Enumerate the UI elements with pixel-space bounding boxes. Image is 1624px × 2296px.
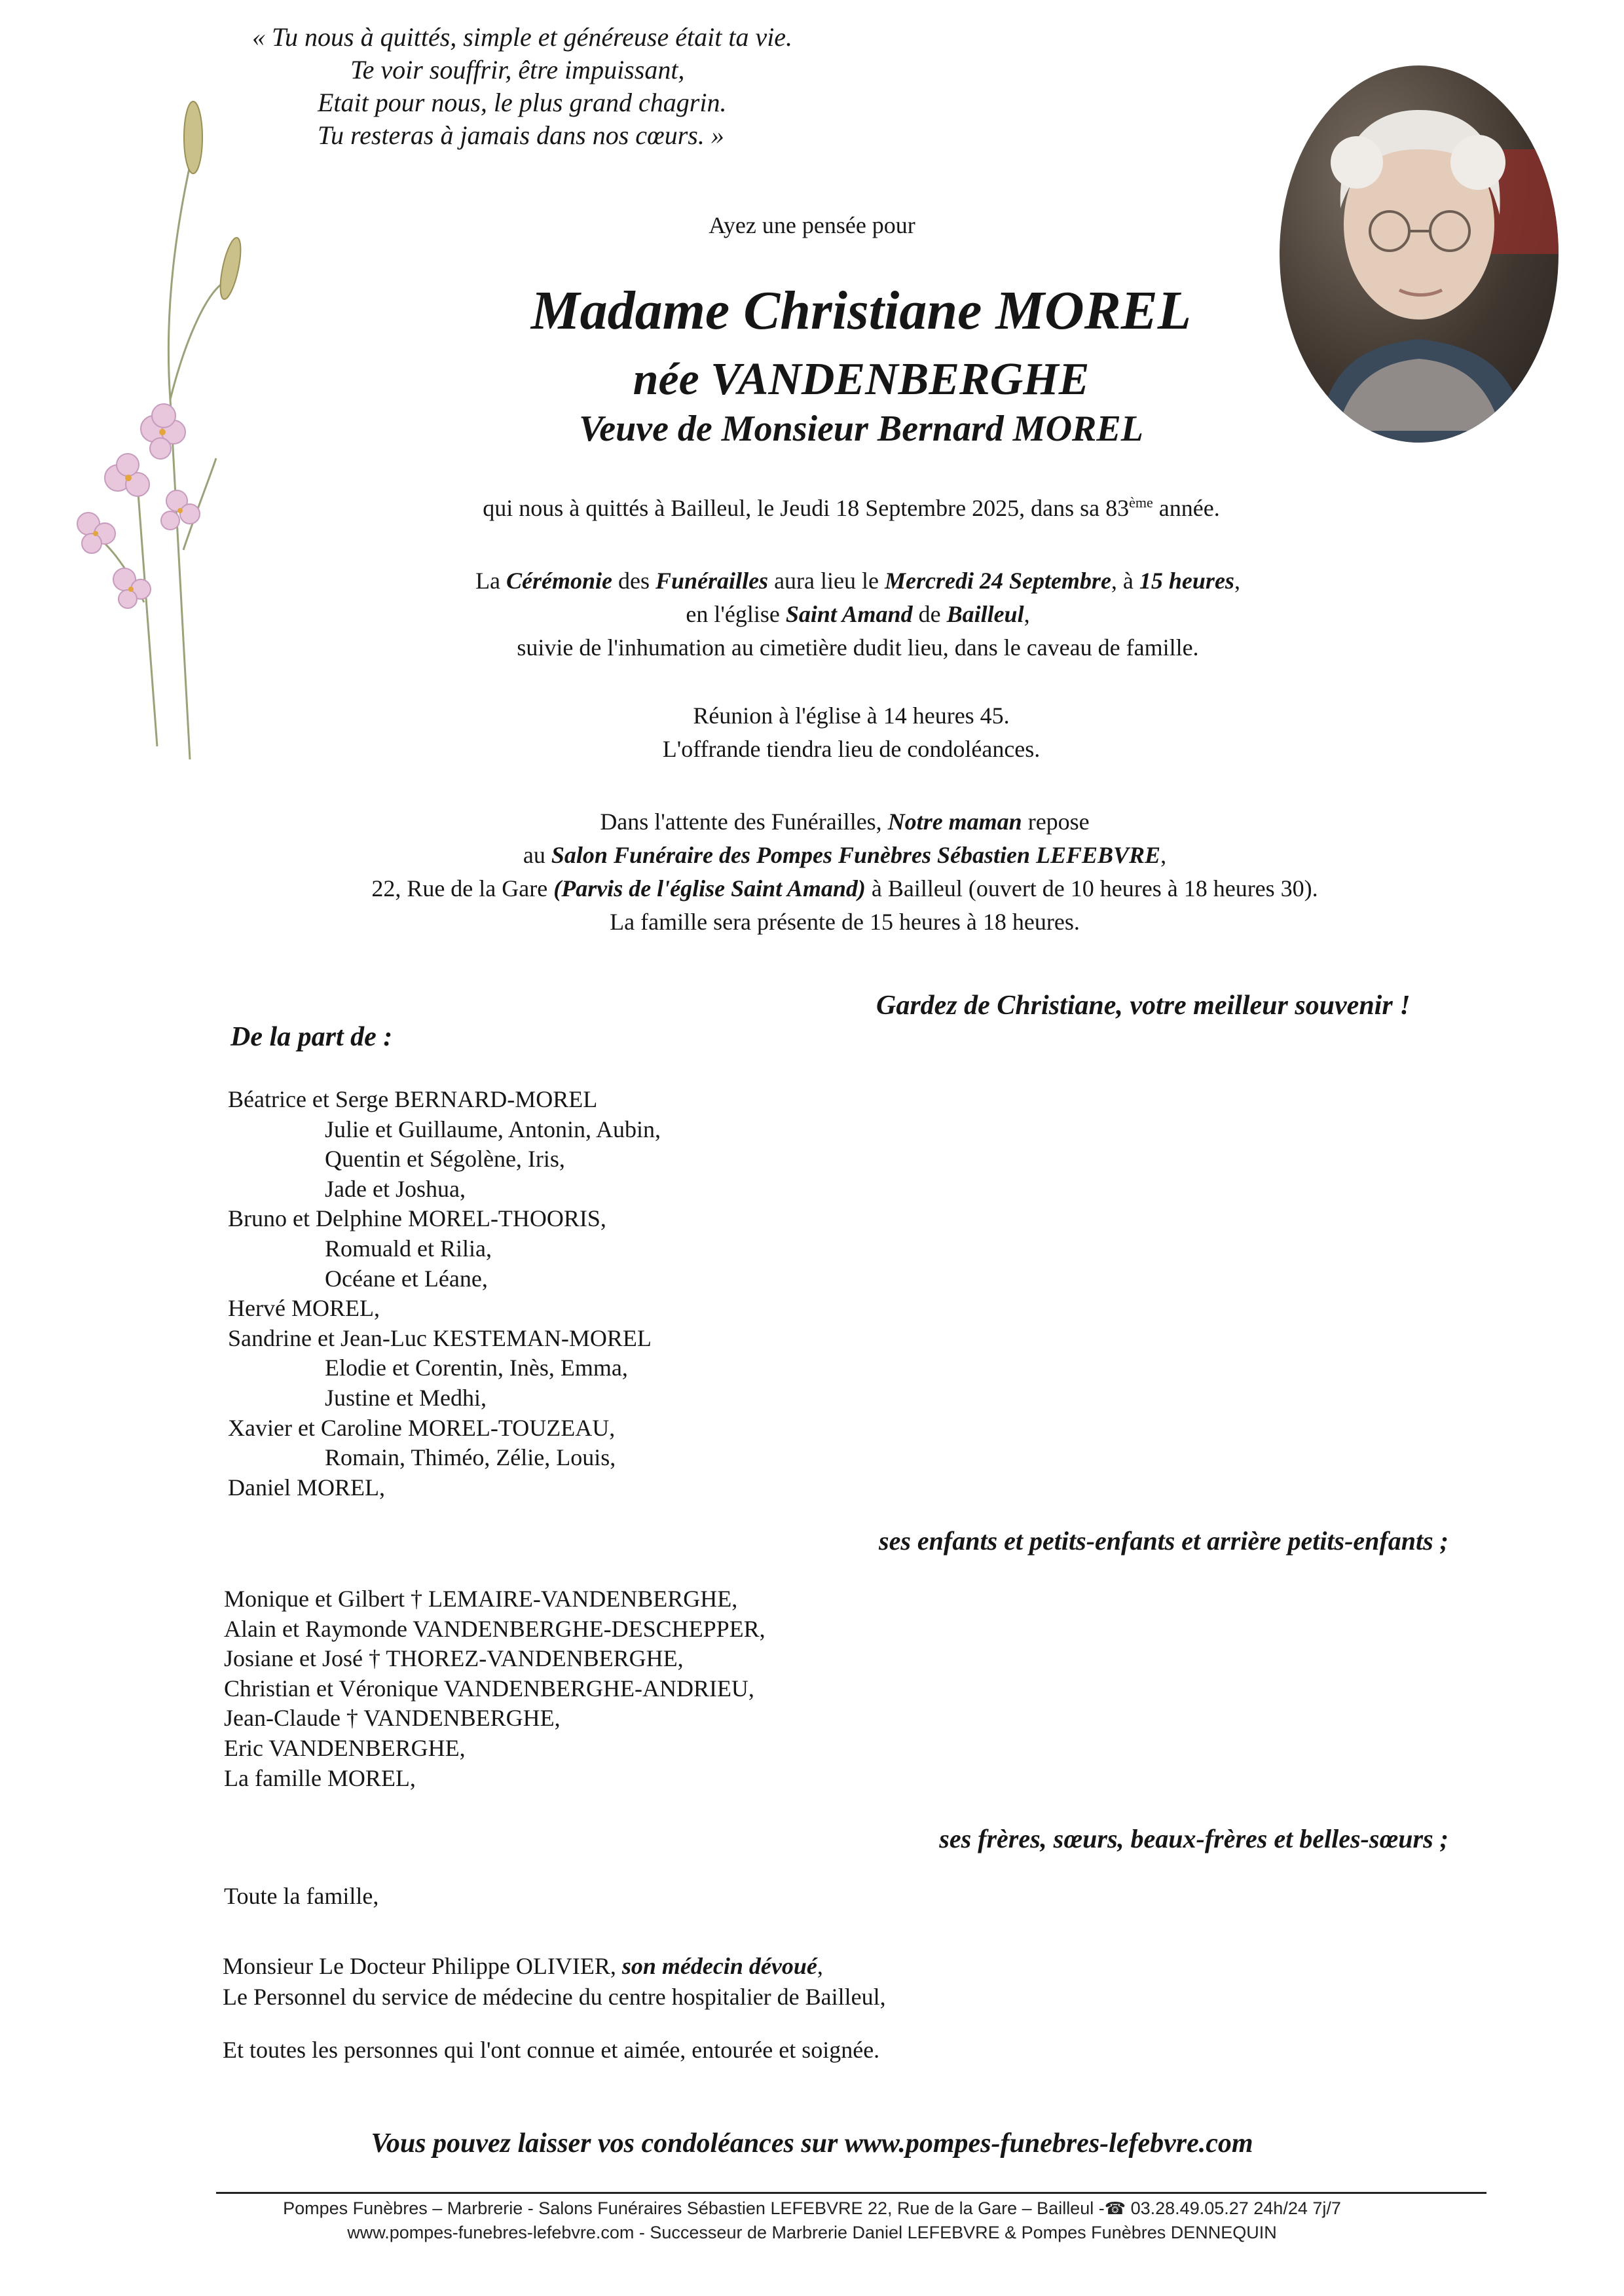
list-item: Jade et Joshua, <box>325 1175 466 1202</box>
poem <box>242 21 792 152</box>
telephone-icon: ☎ <box>1104 2198 1126 2218</box>
maiden-name: née VANDENBERGHE <box>633 354 1090 405</box>
text: repose <box>1022 809 1090 835</box>
text: en l'église <box>686 601 786 627</box>
list-item: Monique et Gilbert † LEMAIRE-VANDENBERGHE, <box>224 1586 738 1612</box>
list-item: Hervé MOREL, <box>228 1295 380 1322</box>
list-item: Elodie et Corentin, Inès, Emma, <box>325 1355 628 1381</box>
footer-divider <box>216 2192 1486 2194</box>
list-item: Julie et Guillaume, Antonin, Aubin, <box>325 1116 661 1142</box>
poem-line-3: Etait pour nous, le plus grand chagrin. <box>318 88 727 117</box>
meeting-line-2: L'offrande tiendra lieu de condoléances. <box>662 736 1041 762</box>
rest-line-1 <box>196 805 1493 839</box>
text: au <box>523 842 551 868</box>
list-item: Justine et Medhi, <box>325 1384 487 1411</box>
ceremony-line-1 <box>327 564 1388 598</box>
doctor-line-1 <box>223 1951 886 1982</box>
whole-family: Toute la famille, <box>224 1883 379 1909</box>
text-emphasis: Cérémonie <box>506 568 613 594</box>
de-la-part-heading: De la part de : <box>231 1022 393 1052</box>
rest-block <box>196 805 1493 939</box>
list-item: Eric VANDENBERGHE, <box>224 1734 466 1761</box>
text-emphasis: son médecin dévoué <box>621 1953 817 1979</box>
flower-decoration <box>52 92 249 759</box>
poem-line-1: « Tu nous à quittés, simple et généreuse était ta vie. <box>252 22 793 52</box>
passing-superscript: ème <box>1129 494 1153 511</box>
text: , <box>1024 601 1030 627</box>
text: , <box>817 1953 823 1979</box>
list-item: Alain et Raymonde VANDENBERGHE-DESCHEPPER, <box>224 1615 766 1642</box>
widow-of: Veuve de Monsieur Bernard MOREL <box>579 409 1143 449</box>
deceased-name: Madame Christiane MOREL <box>530 280 1192 341</box>
text-emphasis: Salon Funéraire des Pompes Funèbres Sébastien LEFEBVRE <box>551 842 1161 868</box>
footer <box>196 2196 1428 2245</box>
list-item: Daniel MOREL, <box>228 1474 385 1501</box>
list-item: Sandrine et Jean-Luc KESTEMAN-MOREL <box>228 1324 652 1351</box>
souvenir-heading: Gardez de Christiane, votre meilleur souvenir ! <box>876 991 1411 1021</box>
condolences-website: Vous pouvez laisser vos condoléances sur www.pompes-funebres-lefebvre.com <box>371 2128 1253 2159</box>
text: de <box>912 601 947 627</box>
list-item: Quentin et Ségolène, Iris, <box>325 1146 565 1173</box>
text: Monsieur Le Docteur Philippe OLIVIER, <box>223 1953 622 1979</box>
footer-address: Pompes Funèbres – Marbrerie - Salons Funéraires Sébastien LEFEBVRE 22, Rue de la Gare – Bailleul - <box>283 2198 1105 2218</box>
list-item: Béatrice et Serge BERNARD-MOREL <box>228 1086 598 1112</box>
passing-end: année. <box>1153 495 1220 521</box>
list-item: Christian et Véronique VANDENBERGHE-ANDRIEU, <box>224 1675 754 1702</box>
text-emphasis: (Parvis de l'église Saint Amand) <box>553 875 866 902</box>
all-persons: Et toutes les personnes qui l'ont connue et aimée, entourée et soignée. <box>223 2037 880 2063</box>
poem-line-4: Tu resteras à jamais dans nos cœurs. » <box>318 120 724 150</box>
list-item: Océane et Léane, <box>325 1265 488 1292</box>
list-item: Bruno et Delphine MOREL-THOORIS, <box>228 1205 606 1232</box>
text: La <box>475 568 507 594</box>
portrait-photo <box>1278 64 1560 444</box>
doctor-block <box>223 1951 886 2013</box>
children-relation: ses enfants et petits-enfants et arrière petits-enfants ; <box>879 1526 1449 1556</box>
text: à Bailleul (ouvert de 10 heures à 18 heures 30). <box>865 875 1318 902</box>
footer-phone: 03.28.49.05.27 24h/24 7j/7 <box>1126 2198 1341 2218</box>
ceremony-line-3: suivie de l'inhumation au cimetière dudit lieu, dans le caveau de famille. <box>517 634 1199 661</box>
list-item: Jean-Claude † VANDENBERGHE, <box>224 1705 561 1732</box>
text-emphasis: Funérailles <box>655 568 769 594</box>
text: , <box>1160 842 1167 868</box>
siblings-relation: ses frères, sœurs, beaux-frères et belles-sœurs ; <box>939 1824 1449 1853</box>
text-emphasis: Mercredi 24 Septembre <box>884 568 1111 594</box>
text: aura lieu le <box>768 568 885 594</box>
list-item: Xavier et Caroline MOREL-TOUZEAU, <box>228 1414 616 1441</box>
rest-line-2 <box>196 839 1493 872</box>
list-item: La famille MOREL, <box>224 1764 416 1791</box>
doctor-line-2: Le Personnel du service de médecine du centre hospitalier de Bailleul, <box>223 1984 886 2010</box>
rest-line-4: La famille sera présente de 15 heures à 18 heures. <box>610 909 1080 935</box>
text-emphasis: Saint Amand <box>785 601 913 627</box>
poem-line-2: Te voir souffrir, être impuissant, <box>350 55 685 84</box>
footer-line-1 <box>196 2196 1428 2221</box>
list-item: Josiane et José † THOREZ-VANDENBERGHE, <box>224 1645 684 1672</box>
ceremony-block <box>327 564 1388 665</box>
ceremony-line-2 <box>327 598 1388 631</box>
intro-text: Ayez une pensée pour <box>709 212 915 238</box>
text: , <box>1234 568 1240 594</box>
text-emphasis: Bailleul <box>946 601 1024 627</box>
meeting-line-1: Réunion à l'église à 14 heures 45. <box>693 702 1010 729</box>
passing-text <box>393 494 1310 522</box>
passing-main: qui nous à quittés à Bailleul, le Jeudi 18 Septembre 2025, dans sa 83 <box>483 495 1130 521</box>
text: des <box>612 568 656 594</box>
rest-line-3 <box>196 872 1493 905</box>
text: , à <box>1111 568 1139 594</box>
text-emphasis: 15 heures <box>1139 568 1234 594</box>
footer-line-2: www.pompes-funebres-lefebvre.com - Successeur de Marbrerie Daniel LEFEBVRE & Pompes Funèbres DENNEQUIN <box>347 2223 1277 2242</box>
meeting-block <box>458 699 1244 766</box>
text: Dans l'attente des Funérailles, <box>600 809 888 835</box>
text: 22, Rue de la Gare <box>371 875 554 902</box>
list-item: Romuald et Rilia, <box>325 1235 492 1262</box>
siblings-list <box>224 1584 766 1793</box>
children-list <box>228 1085 661 1503</box>
text-emphasis: Notre maman <box>887 809 1022 835</box>
list-item: Romain, Thiméo, Zélie, Louis, <box>325 1444 616 1471</box>
